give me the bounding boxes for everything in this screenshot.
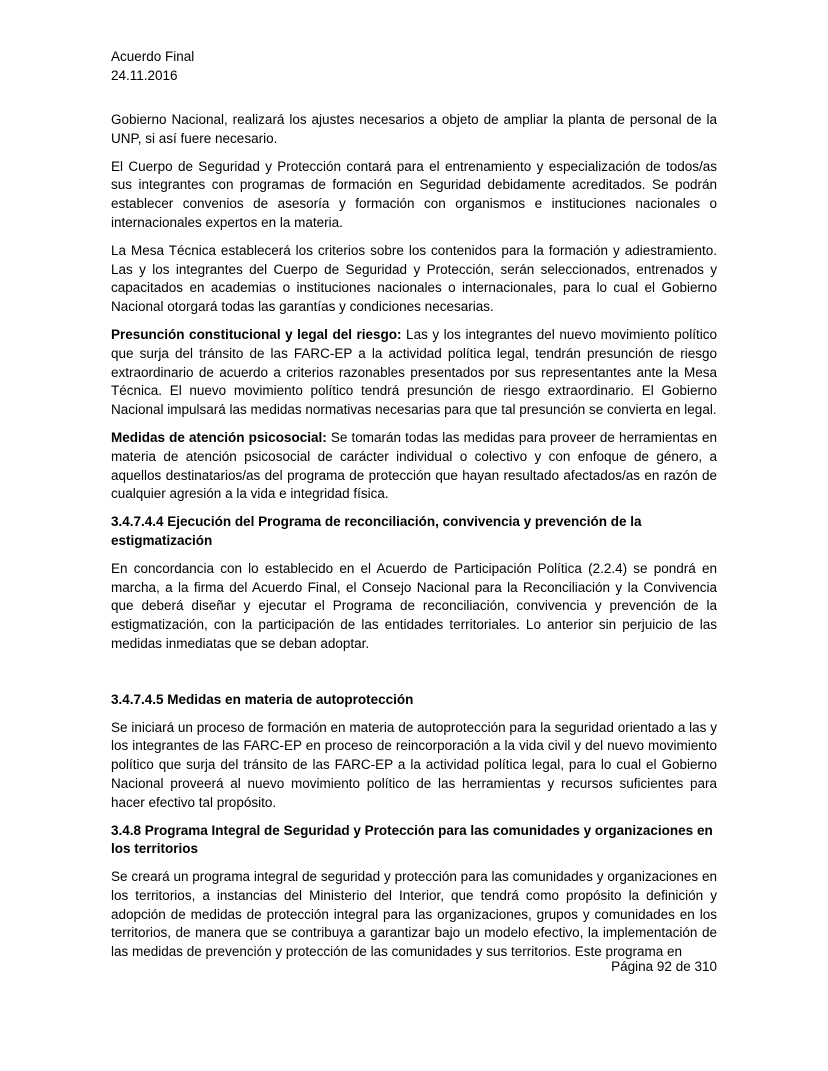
document-title: Acuerdo Final xyxy=(111,49,195,64)
document-header xyxy=(111,47,194,85)
page-number: Página 92 de 310 xyxy=(611,959,717,974)
paragraph: El Cuerpo de Seguridad y Protección contará para el entrenamiento y especialización de todos/as sus integrantes con programas de formación en Seguridad debidamente acreditados. Se podrán establecer convenios de asesoría y formación con organismos e instituciones nacionales o internacionales expertos en la materia. xyxy=(111,158,717,230)
section-heading: 3.4.7.4.5 Medidas en materia de autoprotección xyxy=(111,691,414,707)
document-body xyxy=(111,111,717,971)
paragraph: En concordancia con lo establecido en el Acuerdo de Participación Política (2.2.4) se pondrá en marcha, a la firma del Acuerdo Final, el Consejo Nacional para la Reconciliación y la Convivencia que deberá diseñar y ejecutar el Programa de reconciliación, convivencia y prevención de la estigmatización, con la participación de las entidades territoriales. Lo anterior sin perjuicio de las medidas inmediatas que se deban adoptar. xyxy=(111,560,717,651)
paragraph-text: Las y los integrantes del nuevo movimiento político que surja del tránsito de las FARC-EP a la actividad política legal, tendrán presunción de riesgo extraordinario de acuerdo a criterios razonables presentados por sus representantes ante la Mesa Técnica. El nuevo movimiento político tendrá presunción de riesgo extraordinario. El Gobierno Nacional impulsará las medidas normativas necesarias para que tal presunción se convierta en legal. xyxy=(111,326,717,418)
paragraph: Se creará un programa integral de seguridad y protección para las comunidades y organizaciones en los territorios, a instancias del Ministerio del Interior, que tendrá como propósito la definición y adopción de medidas de protección integral para las organizaciones, grupos y comunidades en los territorios, de manera que se contribuya a garantizar bajo un modelo efectivo, la implementación de las medidas de prevención y protección de las comunidades y sus territorios. Este programa en xyxy=(111,869,717,960)
document-date: 24.11.2016 xyxy=(111,68,178,83)
section-heading: 3.4.7.4.4 Ejecución del Programa de reconciliación, convivencia y prevención de la estigmatización xyxy=(111,514,642,548)
paragraph-lead: Presunción constitucional y legal del riesgo: xyxy=(111,326,402,342)
paragraph: La Mesa Técnica establecerá los criterios sobre los contenidos para la formación y adiestramiento. Las y los integrantes del Cuerpo de Seguridad y Protección, serán seleccionados, entrenados y capacitados en academias o instituciones nacionales o internacionales, para lo cual el Gobierno Nacional otorgará todas las garantías y condiciones necesarias. xyxy=(111,242,717,315)
paragraph: Gobierno Nacional, realizará los ajustes necesarios a objeto de ampliar la planta de personal de la UNP, si así fuere necesario. xyxy=(111,112,717,146)
paragraph-with-lead xyxy=(111,429,717,504)
paragraph-with-lead xyxy=(111,326,717,420)
section-heading: 3.4.8 Programa Integral de Seguridad y Protección para las comunidades y organizaciones en los territorios xyxy=(111,822,713,857)
paragraph: Se iniciará un proceso de formación en materia de autoprotección para la seguridad orientado a las y los integrantes de las FARC-EP en proceso de reincorporación a la vida civil y del nuevo movimiento político que surja del tránsito de las FARC-EP a la actividad política legal, para lo cual el Gobierno Nacional proveerá al nuevo movimiento político de las herramientas y recursos suficientes para hacer efectivo tal propósito. xyxy=(111,719,717,810)
paragraph-lead: Medidas de atención psicosocial: xyxy=(111,429,327,445)
paragraph-text: Se tomarán todas las medidas para proveer de herramientas en materia de atención psicosocial de carácter individual o colectivo y con enfoque de género, a aquellos destinatarios/as del programa de protección que hayan resultado afectados/as en razón de cualquier agresión a la vida e integridad física. xyxy=(111,429,717,502)
